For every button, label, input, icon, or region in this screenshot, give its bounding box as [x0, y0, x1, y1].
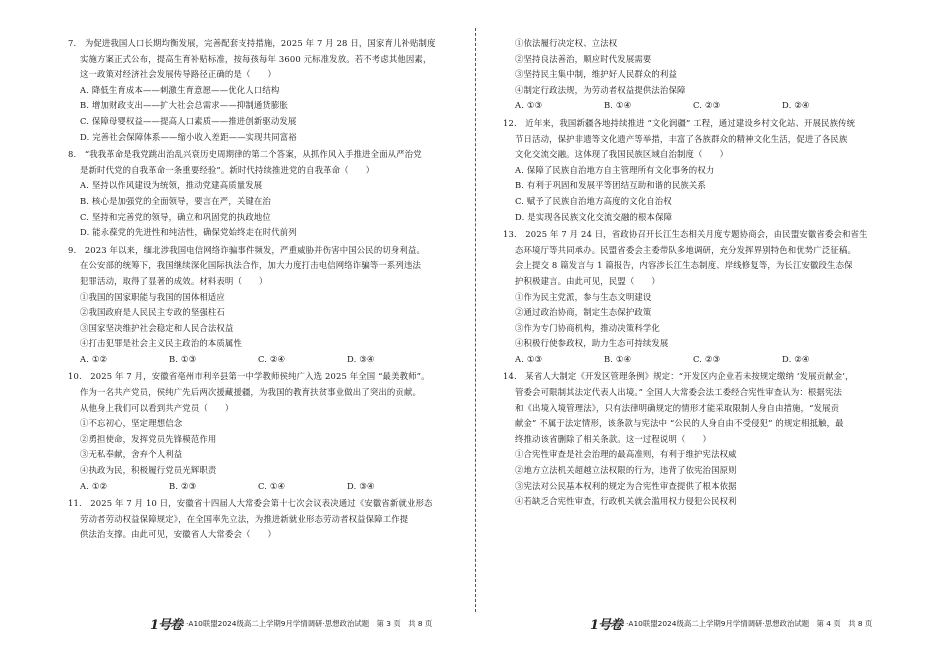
option-line: C. 坚持和完善党的领导，确立和巩固党的执政地位 [80, 211, 271, 222]
question-text-line: 劳动者劳动权益保障规定》，在全国率先立法，为推进新就业形态劳动者权益保障工作提 [80, 513, 409, 524]
answer-choices-row [68, 479, 478, 495]
option-line: C. 保障母婴权益——提高人口素质——推进创新驱动发展 [80, 115, 297, 126]
question-stem: 12. 近年来，我国新疆各地持续推进 “文化润疆” 工程，通过建设乡村文化站、开展民族传统 [503, 117, 856, 128]
answer-choice: B. ①④ [604, 100, 632, 111]
option-line: ②坚持良法善治，顺应时代发展需要 [515, 53, 652, 64]
question-text-line: 在公安部的统筹下，我国继续深化国际执法合作，加大力度打击电信网络诈骗等一系列违法 [80, 260, 421, 271]
question-text-line: 这一政策对经济社会发展传导路径正确的是（ ） [80, 69, 277, 80]
answer-choice: C. ②③ [693, 100, 721, 111]
option-line: ③宪法对公民基本权利的规定为合宪性审查提供了根本依据 [515, 480, 737, 491]
question-text-line: 管委会可限制其法定代表人出境。” 全国人大常委会法工委经合宪性审查认为：根据宪法 [515, 387, 842, 398]
question-text-line: 会上提交 8 篇发言与 1 篇报告，内容涉长江生态制度、岸线修复等，为长江安徽段生态保 [515, 260, 853, 271]
question-text-line: 献金” 不属于法定情形，该条款与宪法中 “公民的人身自由不受侵犯” 的规定相抵触，最 [515, 418, 844, 429]
footer-right-text: ·A10联盟2024级高二上学期9月学情调研·思想政治试题 第 4 页 共 8 页 [626, 619, 873, 628]
option-line: ②勇担使命，发挥党员先锋模范作用 [80, 433, 217, 444]
question-text-line: 是新时代党的自我革命一条重要经验”。新时代持续推进党的自我革命（ ） [80, 164, 375, 175]
option-line: A. 保障了民族自治地方自主管理所有文化事务的权力 [515, 164, 715, 175]
option-line: ④积极行使参政权，助力生态可持续发展 [515, 338, 669, 349]
option-line: ④若缺乏合宪性审查，行政机关就会滥用权力侵犯公民权利 [515, 496, 737, 507]
answer-choice: C. ②③ [693, 353, 721, 364]
option-line: A. 坚持以作风建设为统领，推动党建高质量发展 [80, 180, 263, 191]
option-line: ④打击犯罪是社会主义民主政治的本质属性 [80, 338, 242, 349]
logo: 1号卷 [590, 618, 623, 633]
option-line: ③坚持民主集中制，维护好人民群众的利益 [515, 69, 677, 80]
answer-choice: A. ①② [80, 353, 108, 364]
option-line: A. 降低生育成本——刺激生育意愿——优化人口结构 [80, 84, 280, 95]
footer-left-text: ·A10联盟2024级高二上学期9月学情调研·思想政治试题 第 3 页 共 8 页 [186, 619, 433, 628]
answer-choice: D. ②④ [782, 353, 810, 364]
question-stem: 10. 2025 年 7 月，安徽省亳州市利辛县第一中学教师侯纯广入选 2025 年全国 “最美教师”。 [68, 371, 430, 382]
question-stem: 14. 某省人大制定《开发区管理条例》规定：“开发区内企业若未按规定缴纳 ‘发展贡献金’， [503, 371, 854, 382]
page-divider [475, 28, 476, 612]
option-line: ④执政为民，积极履行党员光辉职责 [80, 465, 217, 476]
option-line: ③无私奉献，舍弃个人利益 [80, 449, 183, 460]
answer-choice: B. ②③ [169, 480, 197, 491]
question-text-line: 文化交流交融。这体现了我国民族区域自治制度（ ） [515, 149, 729, 160]
question-stem: 8. “我我革命是我党跳出治乱兴衰历史周期律的第二个答案，从抓作风入手推进全面从严治党 [68, 149, 422, 160]
option-line: ②通过政治协商，制定生态保护政策 [515, 307, 652, 318]
option-line: D. 完善社会保障体系——缩小收入差距——实现共同富裕 [80, 131, 297, 142]
question-text-line: 和《出境入境管理法》，只有法律明确规定的情形才能采取限制人身自由措施，“发展贡 [515, 402, 840, 413]
answer-choice: C. ②④ [258, 353, 286, 364]
answer-choice: C. ①④ [258, 480, 286, 491]
answer-choice: D. ③④ [347, 353, 375, 364]
question-stem: 9. 2023 年以来，缅北涉我国电信网络诈骗事件频发，严重威胁并伤害中国公民的切身利益。 [68, 244, 425, 255]
question-text-line: 节日活动，保护非遗等文化遗产等举措，丰富了各族群众的精神文化生活，促进了各民族 [515, 133, 848, 144]
question-stem: 13. 2025 年 7 月 24 日，省政协召开长江生态相关月度专题协商会，由民盟安徽省委会和省生 [503, 229, 868, 240]
answer-choice: A. ①③ [515, 100, 543, 111]
question-text-line: 作为一名共产党员，侯纯广先后两次援藏援疆，为我国的教育扶贫事业做出了突出的贡献。 [80, 387, 421, 398]
option-line: D. 能永葆党的先进性和纯洁性，确保党始终走在时代前列 [80, 227, 297, 238]
option-line: ②我国政府是人民民主专政的坚强柱石 [80, 307, 225, 318]
answer-choice: D. ②④ [782, 100, 810, 111]
answer-choice: B. ①④ [604, 353, 632, 364]
answer-choice: A. ①② [80, 480, 108, 491]
option-line: ①作为民主党派，参与生态文明建设 [515, 291, 652, 302]
option-line: ①依法履行决定权、立法权 [515, 38, 618, 48]
option-line: B. 核心是加强党的全面领导，要言在严，关键在治 [80, 195, 271, 206]
option-line: ①合宪性审查是社会治理的最高准则，有利于维护宪法权威 [515, 449, 737, 460]
footer-right [590, 614, 872, 633]
question-text-line: 终推动该省删除了相关条款。这一过程说明（ ） [515, 433, 712, 444]
question-text-line: 护积极建言。由此可见，民盟（ ） [515, 275, 660, 286]
answer-choice: A. ①③ [515, 353, 543, 364]
option-line: ①我国的国家职能与我国的国体相适应 [80, 291, 225, 302]
question-text-line: 犯罪活动，取得了显著的成效。材料表明（ ） [80, 275, 268, 286]
option-line: ④制定行政法规，为劳动者权益提供法治保障 [515, 84, 686, 95]
option-line: ①不忘初心，坚定理想信念 [80, 418, 183, 429]
question-stem: 11. 2025 年 7 月 10 日，安徽省十四届人大常委会第十七次会议表决通过《安徽省新就业形态 [68, 498, 433, 509]
option-line: D. 是实现各民族文化交流交融的根本保障 [515, 211, 673, 222]
question-text-line: 供法治支撑。由此可见，安徽省人大常委会（ ） [80, 529, 277, 540]
question-text-line: 从他身上我们可以看到共产党员（ ） [80, 402, 234, 413]
logo: 1号卷 [150, 618, 183, 633]
option-line: ③国家坚决维护社会稳定和人民合法权益 [80, 322, 234, 333]
question-text-line: 态环境厅等共同承办。民盟省委会主委带队多地调研，充分发挥界别特色和优势广泛征稿。 [515, 244, 856, 255]
answer-choice: B. ①③ [169, 353, 197, 364]
option-line: C. 赋予了民族自治地方高度的文化自治权 [515, 195, 672, 206]
footer-left [150, 614, 432, 633]
option-line: ②地方立法机关超越立法权限的行为，违背了依宪治国原则 [515, 465, 737, 476]
right-page-column [503, 36, 915, 510]
option-line: ③作为专门协商机构，推动决策科学化 [515, 322, 660, 333]
option-line: B. 有利于巩固和发展平等团结互助和谐的民族关系 [515, 180, 706, 191]
option-line: B. 增加财政支出——扩大社会总需求——抑制通货膨胀 [80, 100, 289, 111]
answer-choices-row [503, 98, 915, 114]
left-page-column [68, 36, 478, 543]
answer-choices-row [68, 352, 478, 368]
answer-choices-row [503, 352, 915, 368]
question-text-line: 实施方案正式公布，提高生育补贴标准，按每孩每年 3600 元标准发放。若不考虑其他因素， [80, 53, 432, 64]
answer-choice: D. ③④ [347, 480, 375, 491]
question-stem: 7. 为促进我国人口长期均衡发展，完善配套支持措施，2025 年 7 月 28 日，国家育儿补贴制度 [68, 38, 436, 48]
